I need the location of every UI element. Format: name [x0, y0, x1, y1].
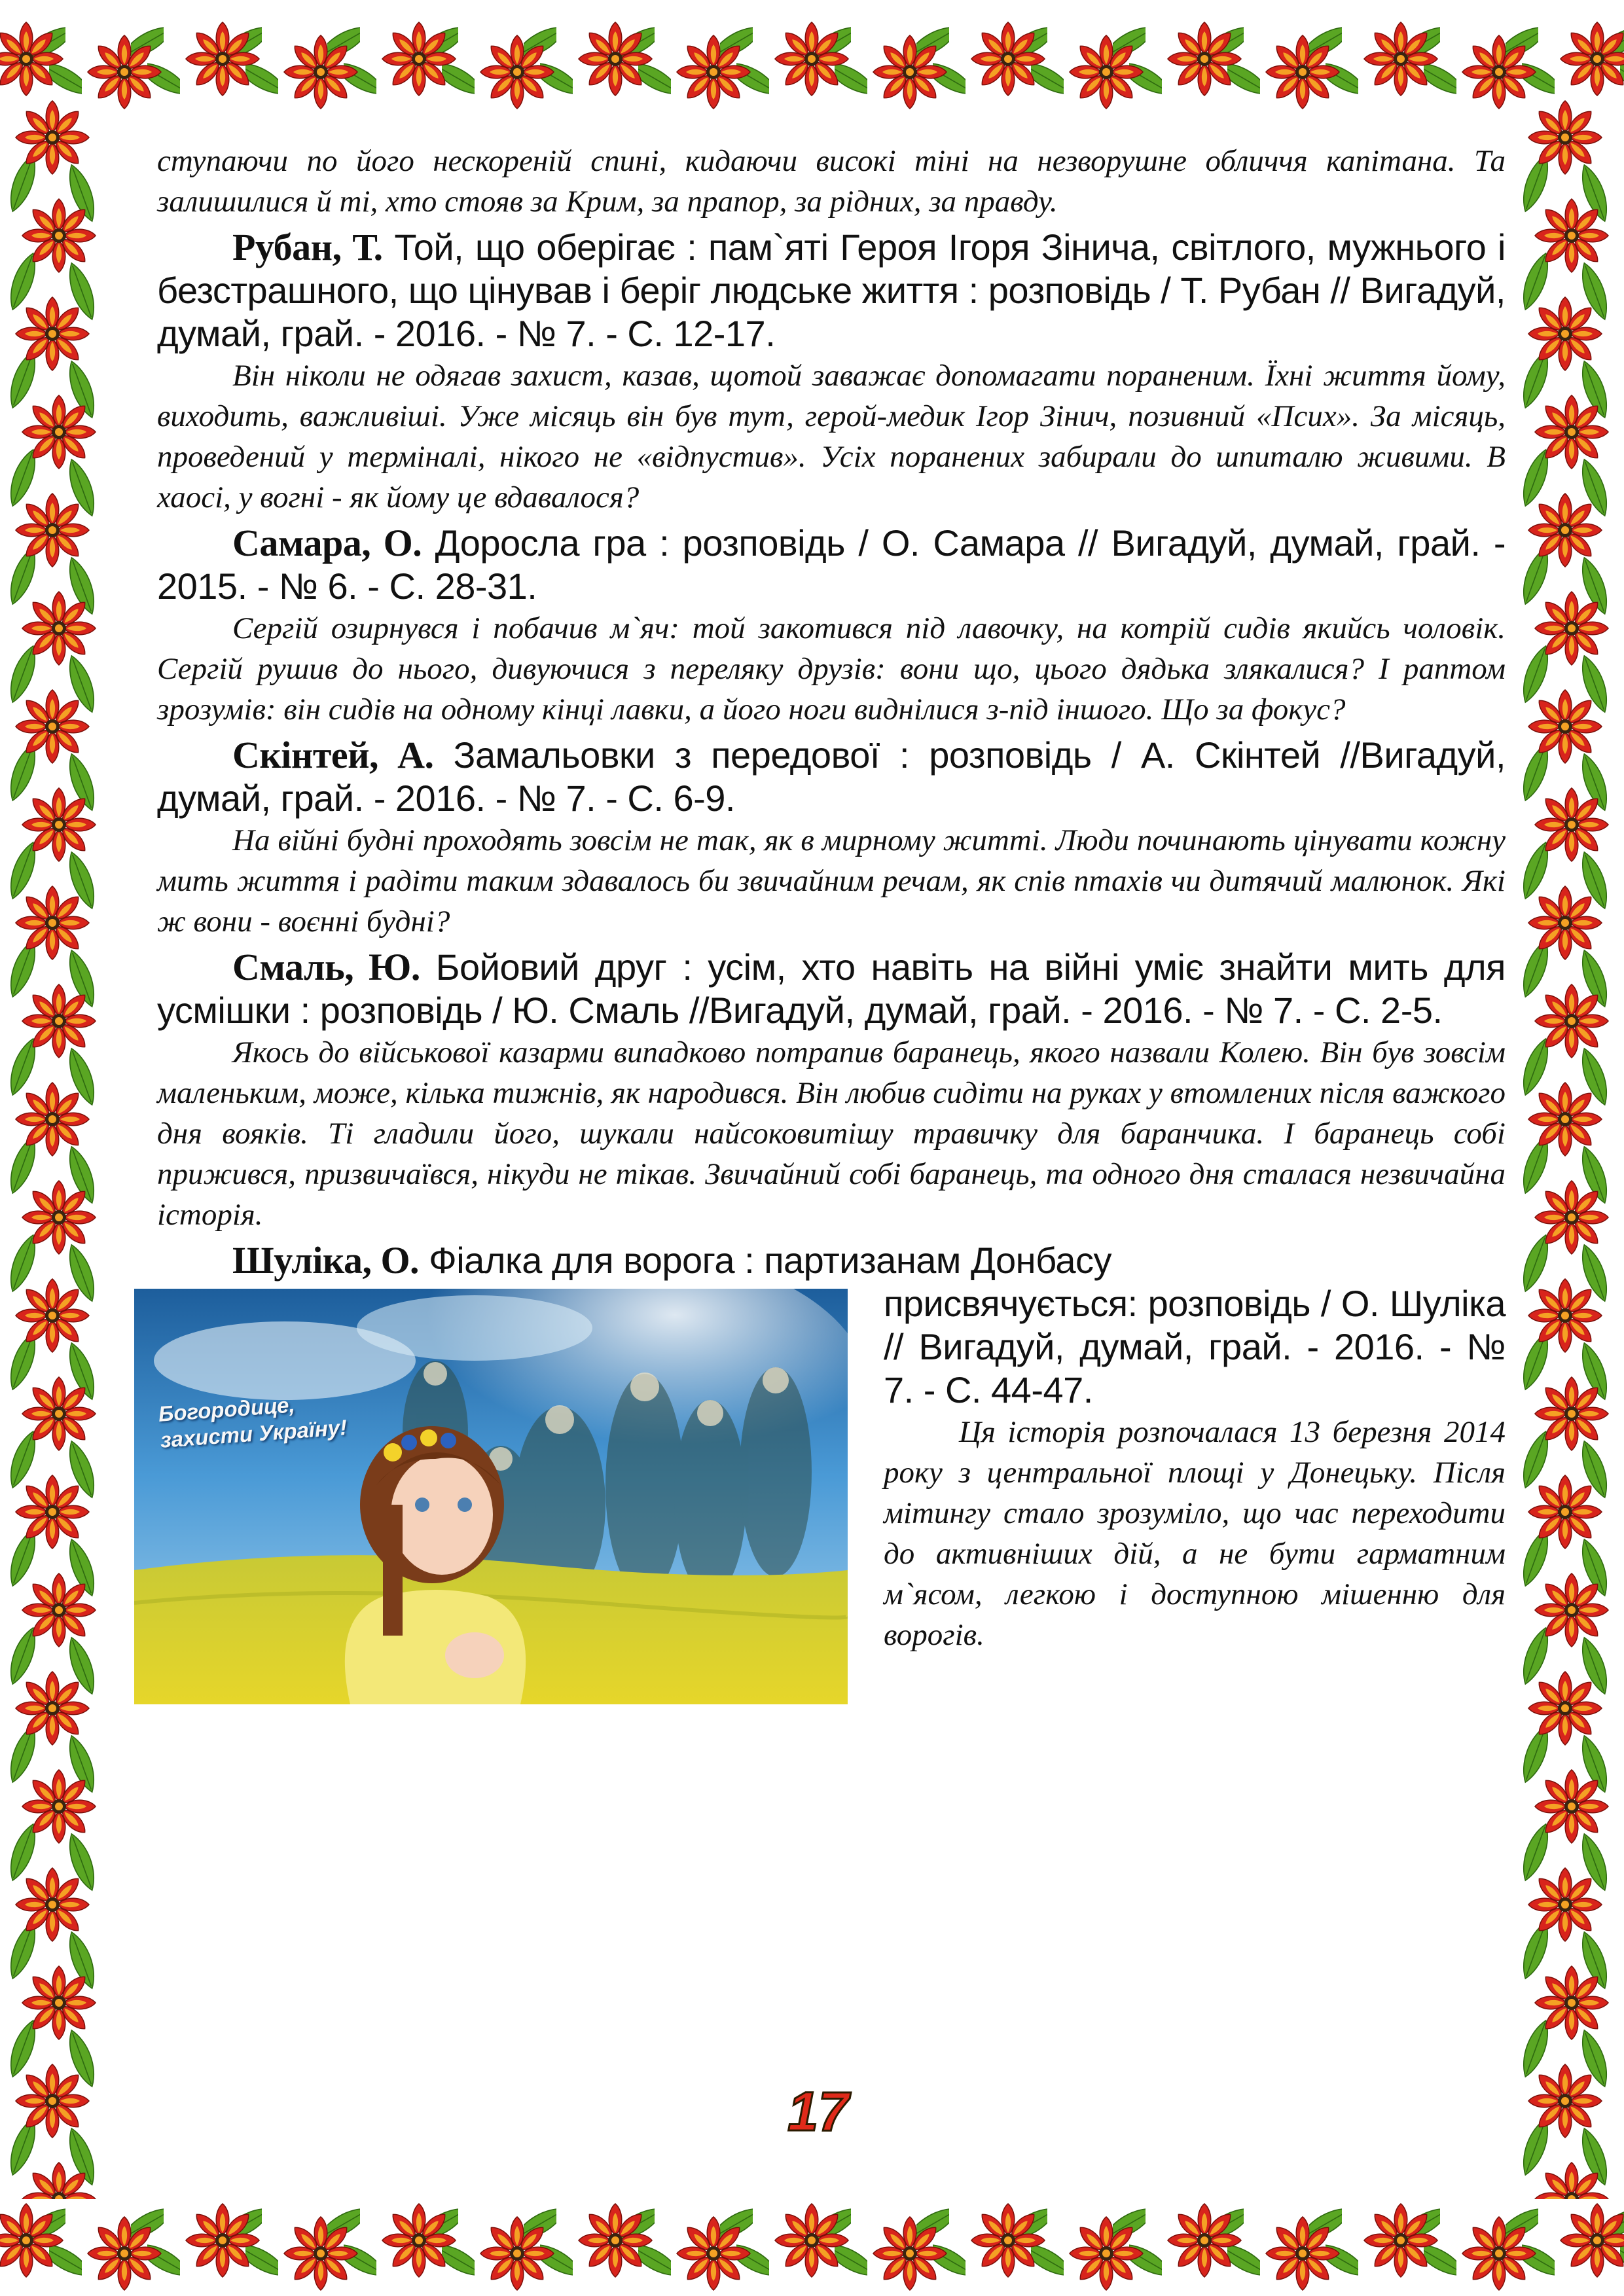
entry-author: Смаль, Ю.	[232, 946, 420, 988]
flower-ornament-icon	[20, 1374, 98, 1453]
entry-citation-smal	[157, 946, 1506, 1032]
entry-author: Рубан, Т.	[232, 226, 383, 268]
flower-ornament-icon	[1526, 491, 1604, 569]
entry-abstract-smal: Якось до військової казарми випадково потрапив баранець, якого назвали Колею. Він був зовсім маленьким, може, кілька тижнів, як народився. Він любив сидіти на руках у втомлених після важкого дня вояків. Ті гладили його, шукали найсоковитішу травичку для баранчика. І баранець собі прижився, призвичаївся, нікуди не тікав. Звичайний собі баранець, та одного дня сталася незвичайна історія.	[157, 1035, 1506, 1232]
flower-ornament-icon	[1526, 1276, 1604, 1355]
entry-continuation-abstract: ступаючи по його нескореній спині, кидаючи високі тіні на незворушне обличчя капітана. Та залишилися й ті, хто стояв за Крим, за прапор, за рідних, за правду.	[157, 144, 1506, 219]
flower-ornament-icon	[1263, 33, 1342, 111]
flower-ornament-icon	[1532, 2160, 1611, 2199]
floral-border-left	[0, 98, 115, 2199]
flower-ornament-icon	[1532, 393, 1611, 471]
flower-ornament-icon	[13, 1669, 92, 1748]
flower-ornament-icon	[1460, 2214, 1538, 2293]
flower-ornament-icon	[20, 1178, 98, 1257]
flower-ornament-icon	[1526, 1080, 1604, 1158]
entry-author: Самара, О.	[232, 522, 422, 564]
flower-ornament-icon	[13, 98, 92, 177]
flower-ornament-icon	[0, 20, 65, 98]
entry-abstract-ruban: Він ніколи не одягав захист, казав, щотой заважає допомагати пораненим. Їхні життя йому, виходить, важливіші. Уже місяць він був тут, герой-медик Ігор Зінич, позивний «Псих». За місяць, проведений у терміналі, нікого не «відпустив». Усіх поранених забирали до шпиталю живими. В хаосі, у вогні - як йому це вдавалося?	[157, 359, 1506, 514]
flower-ornament-icon	[969, 2201, 1047, 2280]
flower-ornament-icon	[13, 1276, 92, 1355]
flower-ornament-icon	[478, 2214, 556, 2293]
flower-ornament-icon	[1263, 2214, 1342, 2293]
entry-citation-continuation: присвячується: розповідь / О. Шуліка // Вигадуй, думай, грай. - 2016. - № 7. - С. 44-47.	[884, 1283, 1506, 1410]
flower-ornament-icon	[674, 2214, 753, 2293]
flower-ornament-icon	[20, 1571, 98, 1649]
flower-ornament-icon	[13, 687, 92, 766]
flower-ornament-icon	[380, 20, 458, 98]
flower-ornament-icon	[1532, 1767, 1611, 1846]
entry-citation-first-line: Фіалка для ворога : партизанам Донбасу	[419, 1240, 1112, 1281]
flower-ornament-icon	[380, 2201, 458, 2280]
flower-ornament-icon	[13, 1865, 92, 1944]
flower-ornament-icon	[1362, 20, 1440, 98]
flower-ornament-icon	[1532, 1178, 1611, 1257]
flower-ornament-icon	[1165, 20, 1244, 98]
entry-citation-text: Замальовки з передової : розповідь / А. Скінтей //Вигадуй, думай, грай. - 2016. - № 7. - С. 6-9.	[157, 734, 1506, 819]
flower-ornament-icon	[1532, 196, 1611, 275]
flower-ornament-icon	[1558, 2201, 1624, 2280]
illustration-caption: Богородице, захисти Україну!	[157, 1392, 348, 1452]
flower-ornament-icon	[13, 491, 92, 569]
flower-ornament-icon	[1526, 1865, 1604, 1944]
flower-ornament-icon	[576, 20, 655, 98]
flower-ornament-icon	[183, 20, 262, 98]
entry-abstract-samara: Сергій озирнувся і побачив м`яч: той закотився під лавочку, на котрій сидів якийсь чоловік. Сергій рушив до нього, дивуючися з переляку друзів: вони що, цього дядька злякалися? І раптом зрозумів: він сидів на одному кінці лавки, а його ноги виднілися з-під іншого. Що за фокус?	[157, 611, 1506, 726]
illustration-image	[134, 1289, 848, 1704]
flower-ornament-icon	[871, 2214, 949, 2293]
flower-ornament-icon	[772, 20, 851, 98]
entry-citation-text: Доросла гра : розповідь / О. Самара // Вигадуй, думай, грай. - 2015. - № 6. - С. 28-31.	[157, 522, 1506, 607]
flower-ornament-icon	[20, 1964, 98, 2042]
flower-ornament-icon	[969, 20, 1047, 98]
entry-citation-ruban	[157, 226, 1506, 355]
flower-ornament-icon	[1526, 98, 1604, 177]
page-content	[157, 141, 1506, 1717]
flower-ornament-icon	[1526, 884, 1604, 962]
flower-ornament-icon	[1526, 1473, 1604, 1551]
flower-ornament-icon	[20, 393, 98, 471]
flower-ornament-icon	[20, 589, 98, 668]
illustration-girl-field	[134, 1289, 848, 1704]
flower-ornament-icon	[1558, 20, 1624, 98]
entry-author: Шуліка, О.	[232, 1239, 420, 1282]
flower-ornament-icon	[1532, 982, 1611, 1060]
flower-ornament-icon	[20, 785, 98, 864]
flower-ornament-icon	[281, 33, 360, 111]
flower-ornament-icon	[674, 33, 753, 111]
flower-ornament-icon	[13, 295, 92, 373]
flower-ornament-icon	[1532, 1571, 1611, 1649]
entry-author: Скінтей, А.	[232, 734, 434, 776]
flower-ornament-icon	[13, 1080, 92, 1158]
page-number: 17	[787, 2081, 849, 2142]
floral-border-bottom	[0, 2165, 1624, 2296]
flower-ornament-icon	[13, 1473, 92, 1551]
flower-ornament-icon	[1165, 2201, 1244, 2280]
flower-ornament-icon	[13, 2062, 92, 2140]
flower-ornament-icon	[1526, 1669, 1604, 1748]
flower-ornament-icon	[1532, 589, 1611, 668]
flower-ornament-icon	[1067, 2214, 1146, 2293]
floral-border-right	[1509, 98, 1624, 2199]
entry-citation-skintei	[157, 734, 1506, 820]
entry-abstract-skintei: На війні будні проходять зовсім не так, як в мирному житті. Люди починають цінувати кожну мить життя і радіти таким здавалось би звичайним речам, як спів птахів чи дитячий малюнок. Які ж вони - воєнні будні?	[157, 823, 1506, 939]
flower-ornament-icon	[1526, 295, 1604, 373]
entry-citation-shulika-line1	[157, 1239, 1506, 1282]
entry-citation-text: Бойовий друг : усім, хто навіть на війні уміє знайти мить для усмішки : розповідь / Ю. Смаль //Вигадуй, думай, грай. - 2016. - № 7. - С. 2-5.	[157, 946, 1506, 1031]
flower-ornament-icon	[576, 2201, 655, 2280]
flower-ornament-icon	[1532, 1374, 1611, 1453]
flower-ornament-icon	[13, 884, 92, 962]
flower-ornament-icon	[1362, 2201, 1440, 2280]
flower-ornament-icon	[20, 1767, 98, 1846]
flower-ornament-icon	[85, 2214, 164, 2293]
flower-ornament-icon	[1067, 33, 1146, 111]
floral-border-top	[0, 0, 1624, 131]
flower-ornament-icon	[1526, 687, 1604, 766]
flower-ornament-icon	[281, 2214, 360, 2293]
flower-ornament-icon	[20, 2160, 98, 2199]
flower-ornament-icon	[1532, 785, 1611, 864]
entry-citation-samara	[157, 522, 1506, 608]
flower-ornament-icon	[0, 2201, 65, 2280]
flower-ornament-icon	[183, 2201, 262, 2280]
flower-ornament-icon	[1532, 1964, 1611, 2042]
entry-citation-text: Той, що оберігає : пам`яті Героя Ігоря Зінича, світлого, мужнього і безстрашного, що цінував і беріг людське життя : розповідь / Т. Рубан // Вигадуй, думай, грай. - 2016. - № 7. - С. 12-17.	[157, 226, 1506, 354]
flower-ornament-icon	[1526, 2062, 1604, 2140]
entry-abstract-shulika: Ця історія розпочалася 13 березня 2014 року з центральної площі у Донецьку. Після мітингу стало зрозуміло, що час переходити до активніших дій, а не бути гарматним м`ясом, легкою і доступною мішенню для ворогів.	[884, 1415, 1506, 1652]
flower-ornament-icon	[478, 33, 556, 111]
flower-ornament-icon	[772, 2201, 851, 2280]
flower-ornament-icon	[871, 33, 949, 111]
flower-ornament-icon	[20, 982, 98, 1060]
flower-ornament-icon	[20, 196, 98, 275]
